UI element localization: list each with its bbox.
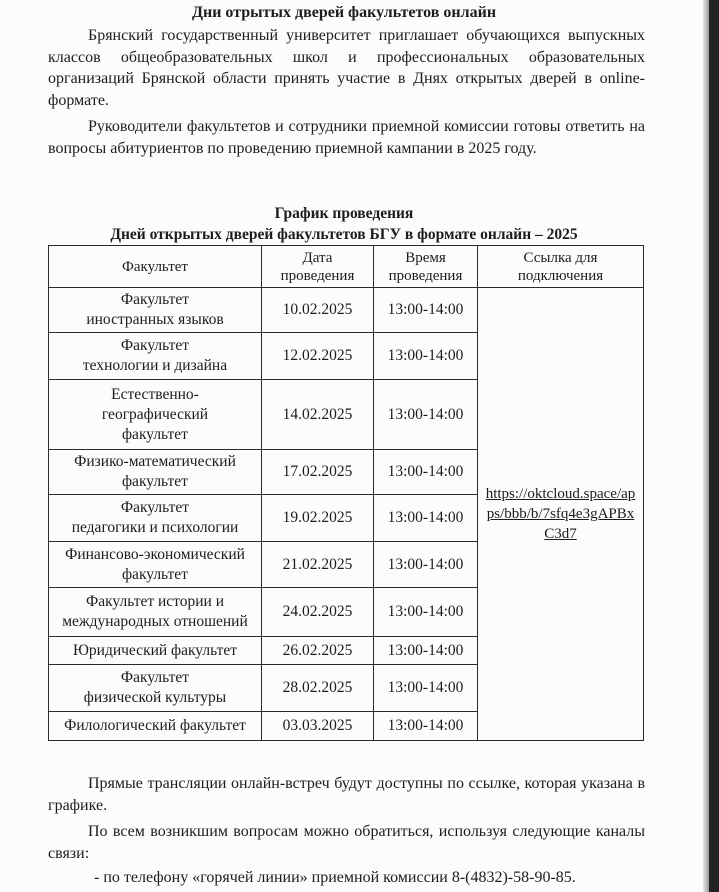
time-cell: 13:00-14:00 xyxy=(374,588,478,637)
faculty-cell: Физико-математический факультет xyxy=(49,450,262,495)
schedule-subtitle: Дней открытых дверей факультетов БГУ в формате онлайн – 2025 xyxy=(110,226,578,243)
phone-line: - по телефону «горячей линии» приемной комиссии 8-(4832)-58-90-85. xyxy=(94,869,576,886)
schedule-table xyxy=(48,245,644,741)
time-cell: 13:00-14:00 xyxy=(374,450,478,495)
contact-paragraph: По всем возникшим вопросам можно обратиться, используя следующие каналы связи: xyxy=(48,823,645,862)
date-cell: 26.02.2025 xyxy=(262,637,374,665)
intro-paragraph-2: Руководители факультетов и сотрудники приемной комиссии готовы ответить на вопросы абитуриентов по проведению приемной кампании в 2025 году. xyxy=(48,118,645,157)
date-cell: 19.02.2025 xyxy=(262,495,374,542)
faculty-cell: Финансово-экономический факультет xyxy=(49,542,262,588)
date-cell: 28.02.2025 xyxy=(262,665,374,712)
date-cell: 14.02.2025 xyxy=(262,380,374,450)
faculty-cell: Юридический факультет xyxy=(49,637,262,665)
time-cell: 13:00-14:00 xyxy=(374,495,478,542)
date-cell: 17.02.2025 xyxy=(262,450,374,495)
intro-paragraph: Брянский государственный университет приглашает обучающихся выпускных классов общеобразовательных школ и профессиональных образовательных организаций Брянской области принять участие в Днях открытых дверей в online-формате. xyxy=(48,27,645,109)
outro-paragraph: Прямые трансляции онлайн-встреч будут доступны по ссылке, которая указана в графике. xyxy=(48,775,645,814)
header-time: Время проведения xyxy=(374,246,478,288)
page-edge xyxy=(709,0,719,892)
time-cell: 13:00-14:00 xyxy=(374,380,478,450)
faculty-cell: Факультет физической культуры xyxy=(49,665,262,712)
date-cell: 24.02.2025 xyxy=(262,588,374,637)
date-cell: 12.02.2025 xyxy=(262,333,374,380)
time-cell: 13:00-14:00 xyxy=(374,665,478,712)
header-date: Дата проведения xyxy=(262,246,374,288)
faculty-cell: Факультет иностранных языков xyxy=(49,288,262,333)
connection-link[interactable]: https://oktcloud.space/ap ps/bbb/b/7sfq4e3gAPBx C3d7 xyxy=(478,288,644,741)
date-cell: 21.02.2025 xyxy=(262,542,374,588)
faculty-cell: Филологический факультет xyxy=(49,712,262,741)
time-cell: 13:00-14:00 xyxy=(374,637,478,665)
date-cell: 03.03.2025 xyxy=(262,712,374,741)
faculty-cell: Факультет педагогики и психологии xyxy=(49,495,262,542)
faculty-cell: Факультет истории и международных отношений xyxy=(49,588,262,637)
header-faculty: Факультет xyxy=(49,246,262,288)
time-cell: 13:00-14:00 xyxy=(374,288,478,333)
time-cell: 13:00-14:00 xyxy=(374,712,478,741)
schedule-title: График проведения xyxy=(274,205,414,222)
faculty-cell: Факультет технологии и дизайна xyxy=(49,333,262,380)
table-header-row xyxy=(49,246,644,288)
table-row xyxy=(49,288,644,333)
time-cell: 13:00-14:00 xyxy=(374,542,478,588)
time-cell: 13:00-14:00 xyxy=(374,333,478,380)
faculty-cell: Естественно- географический факультет xyxy=(49,380,262,450)
page-title: Дни отрытых дверей факультетов онлайн xyxy=(191,4,497,21)
header-link: Ссылка для подключения xyxy=(478,246,644,288)
date-cell: 10.02.2025 xyxy=(262,288,374,333)
